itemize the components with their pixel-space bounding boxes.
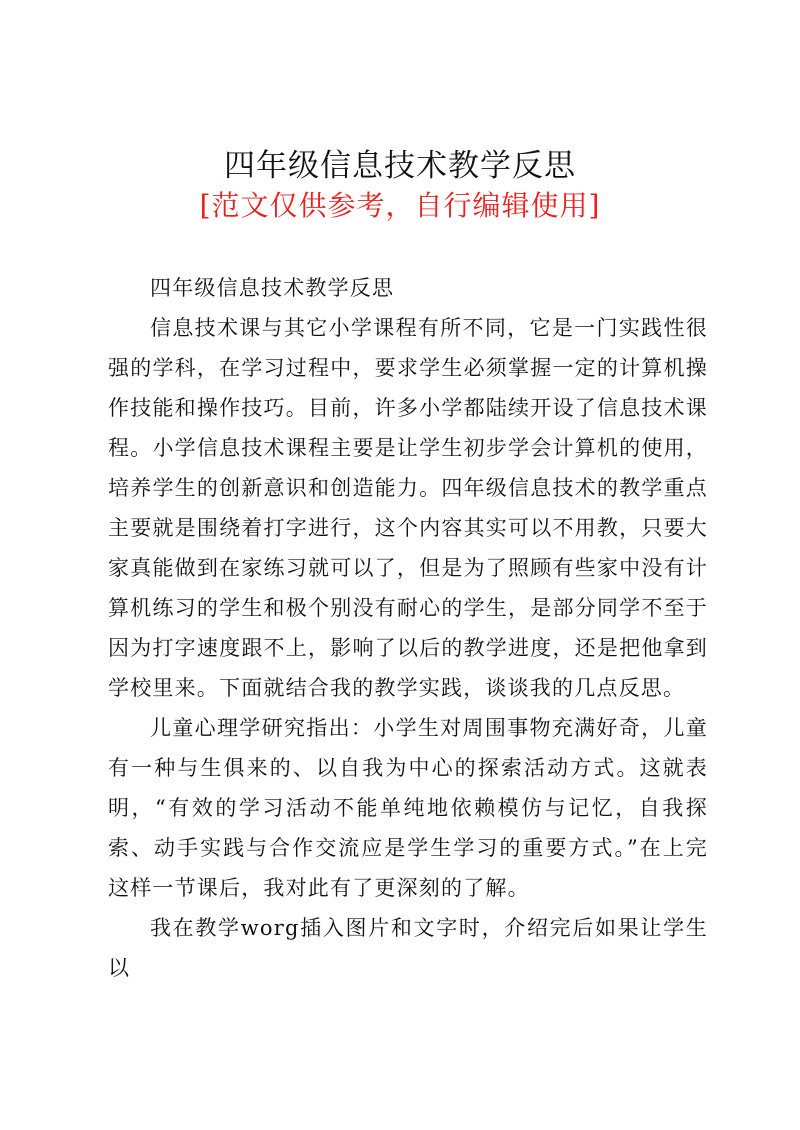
- paragraph-heading: 四年级信息技术教学反思: [150, 276, 395, 300]
- paragraph: 儿童心理学研究指出：小学生对周围事物充满好奇，儿童有一种与生俱来的、以自我为中心的探索活动方式。这就表明，“有效的学习活动不能单纯地依赖模仿与记忆，自我探索、动手实践与合作交流应是学生学习的重要方式。”在上完这样一节课后，我对此有了更深刻的了解。: [108, 716, 708, 900]
- paragraph: 我在教学worg插入图片和文字时，介绍完后如果让学生以: [108, 916, 708, 980]
- document-subtitle: [范文仅供参考，自行编辑使用]: [199, 189, 601, 222]
- paragraph: 信息技术课与其它小学课程有所不同，它是一门实践性很强的学科，在学习过程中，要求学生必须掌握一定的计算机操作技能和操作技巧。目前，许多小学都陆续开设了信息技术课程。小学信息技术课程主要是让学生初步学会计算机的使用，培养学生的创新意识和创造能力。四年级信息技术的教学重点主要就是围绕着打字进行，这个内容其实可以不用教，只要大家真能做到在家练习就可以了，但是为了照顾有些家中没有计算机练习的学生和极个别没有耐心的学生，是部分同学不至于因为打字速度跟不上，影响了以后的教学进度，还是把他拿到学校里来。下面就结合我的教学实践，谈谈我的几点反思。: [108, 316, 708, 700]
- document-body: [108, 268, 708, 988]
- document-title: 四年级信息技术教学反思: [224, 148, 576, 184]
